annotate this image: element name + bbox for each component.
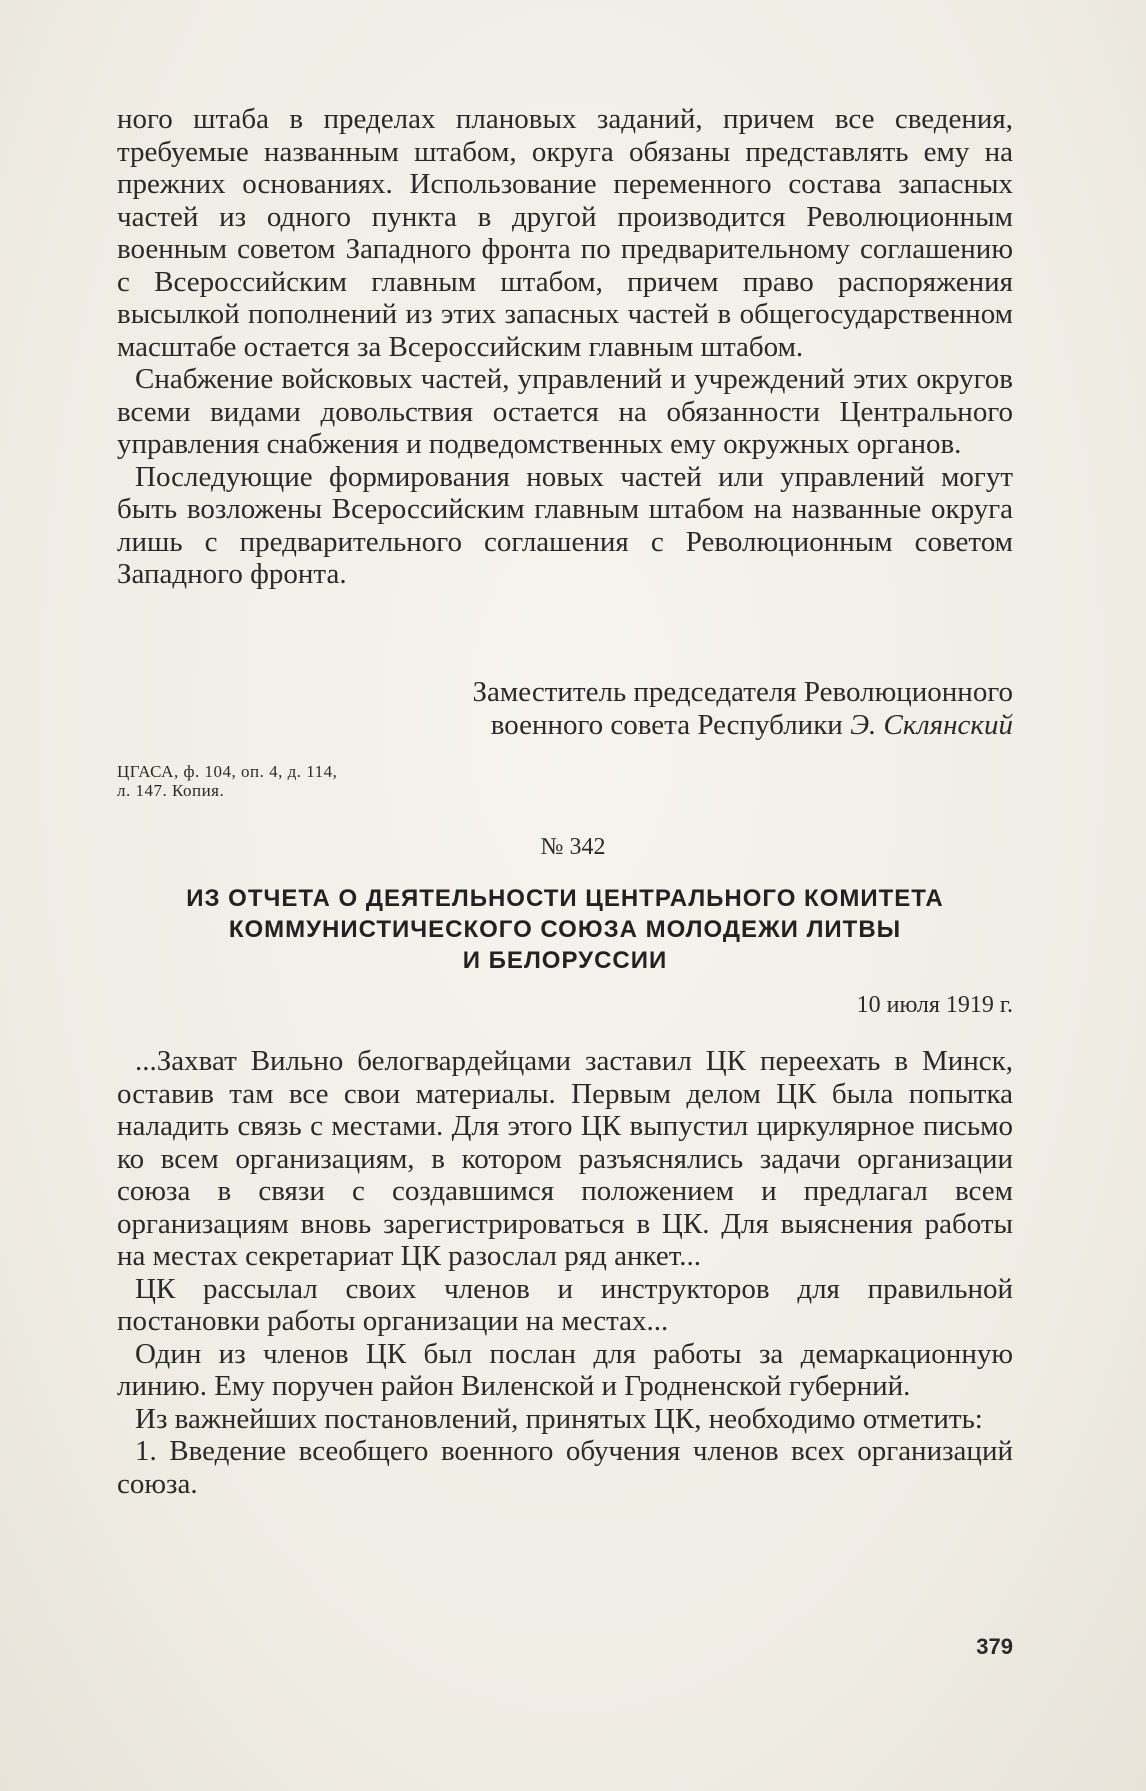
- paragraph: Один из членов ЦК был послан для работы за демаркационную линию. Ему поручен район Виленской и Гродненской губерний.: [117, 1337, 1013, 1402]
- paragraph: Из важнейших постановлений, принятых ЦК, необходимо отметить:: [135, 1402, 983, 1435]
- document-title: [117, 883, 1013, 976]
- paragraph: ного штаба в пределах плановых заданий, причем все сведения, требуемые названным штабом, округа обязаны представлять ему на прежних основаниях. Использование переменного состава запасных частей из одного пункта в другой производится Революционным военным советом Западного фронта по предварительному соглашению с Всероссийским главным штабом, причем право распоряжения высылкой пополнений из этих запасных частей в общегосударственном масштабе остается за Всероссийским главным штабом.: [117, 103, 1013, 363]
- archive-reference: [117, 762, 477, 800]
- signature-block: [117, 676, 1013, 742]
- archive-reference-line1: ЦГАСА, ф. 104, оп. 4, д. 114,: [117, 762, 338, 781]
- paragraph: 1. Введение всеобщего военного обучения членов всех организаций союза.: [117, 1435, 1013, 1500]
- document-title-line1: ИЗ ОТЧЕТА О ДЕЯТЕЛЬНОСТИ ЦЕНТРАЛЬНОГО КОМИТЕТА: [186, 885, 944, 912]
- document-number: № 342: [540, 834, 606, 860]
- document-title-line2: КОММУНИСТИЧЕСКОГО СОЮЗА МОЛОДЕЖИ ЛИТВЫ: [228, 916, 902, 943]
- report-text: [117, 1045, 1013, 1500]
- document-title-line3: И БЕЛОРУССИИ: [462, 947, 668, 974]
- signature-title-line1: Заместитель председателя Революционного: [472, 676, 1013, 708]
- paragraph: Снабжение войсковых частей, управлений и учреждений этих округов всеми видами довольствия остается на обязанности Центрального управления снабжения и подведомственных ему окружных органов.: [117, 363, 1013, 460]
- previous-document-text: [117, 103, 1013, 591]
- signature-title-text: военного совета Республики: [490, 709, 851, 741]
- paragraph: ЦК рассылал своих членов и инструкторов для правильной постановки работы организации на местах...: [117, 1272, 1013, 1337]
- paragraph: Последующие формирования новых частей или управлений могут быть возложены Всероссийским главным штабом на названные округа лишь с предварительного соглашения с Революционным советом Западного фронта.: [117, 460, 1013, 590]
- signature-title-line2: [117, 709, 1013, 742]
- document-date: 10 июля 1919 г.: [856, 992, 1013, 1018]
- page-number: 379: [976, 1634, 1013, 1659]
- paragraph: ...Захват Вильно белогвардейцами заставил ЦК переехать в Минск, оставив там все свои материалы. Первым делом ЦК была попытка наладить связь с местами. Для этого ЦК выпустил циркулярное письмо ко всем организациям, в котором разъяснялись задачи организации союза в связи с создавшимся положением и предлагал всем организациям вновь зарегистрироваться в ЦК. Для выяснения работы на местах секретариат ЦК разослал ряд анкет...: [117, 1045, 1013, 1272]
- signatory-name: Э. Склянский: [850, 709, 1013, 741]
- archive-reference-line2: л. 147. Копия.: [117, 781, 225, 800]
